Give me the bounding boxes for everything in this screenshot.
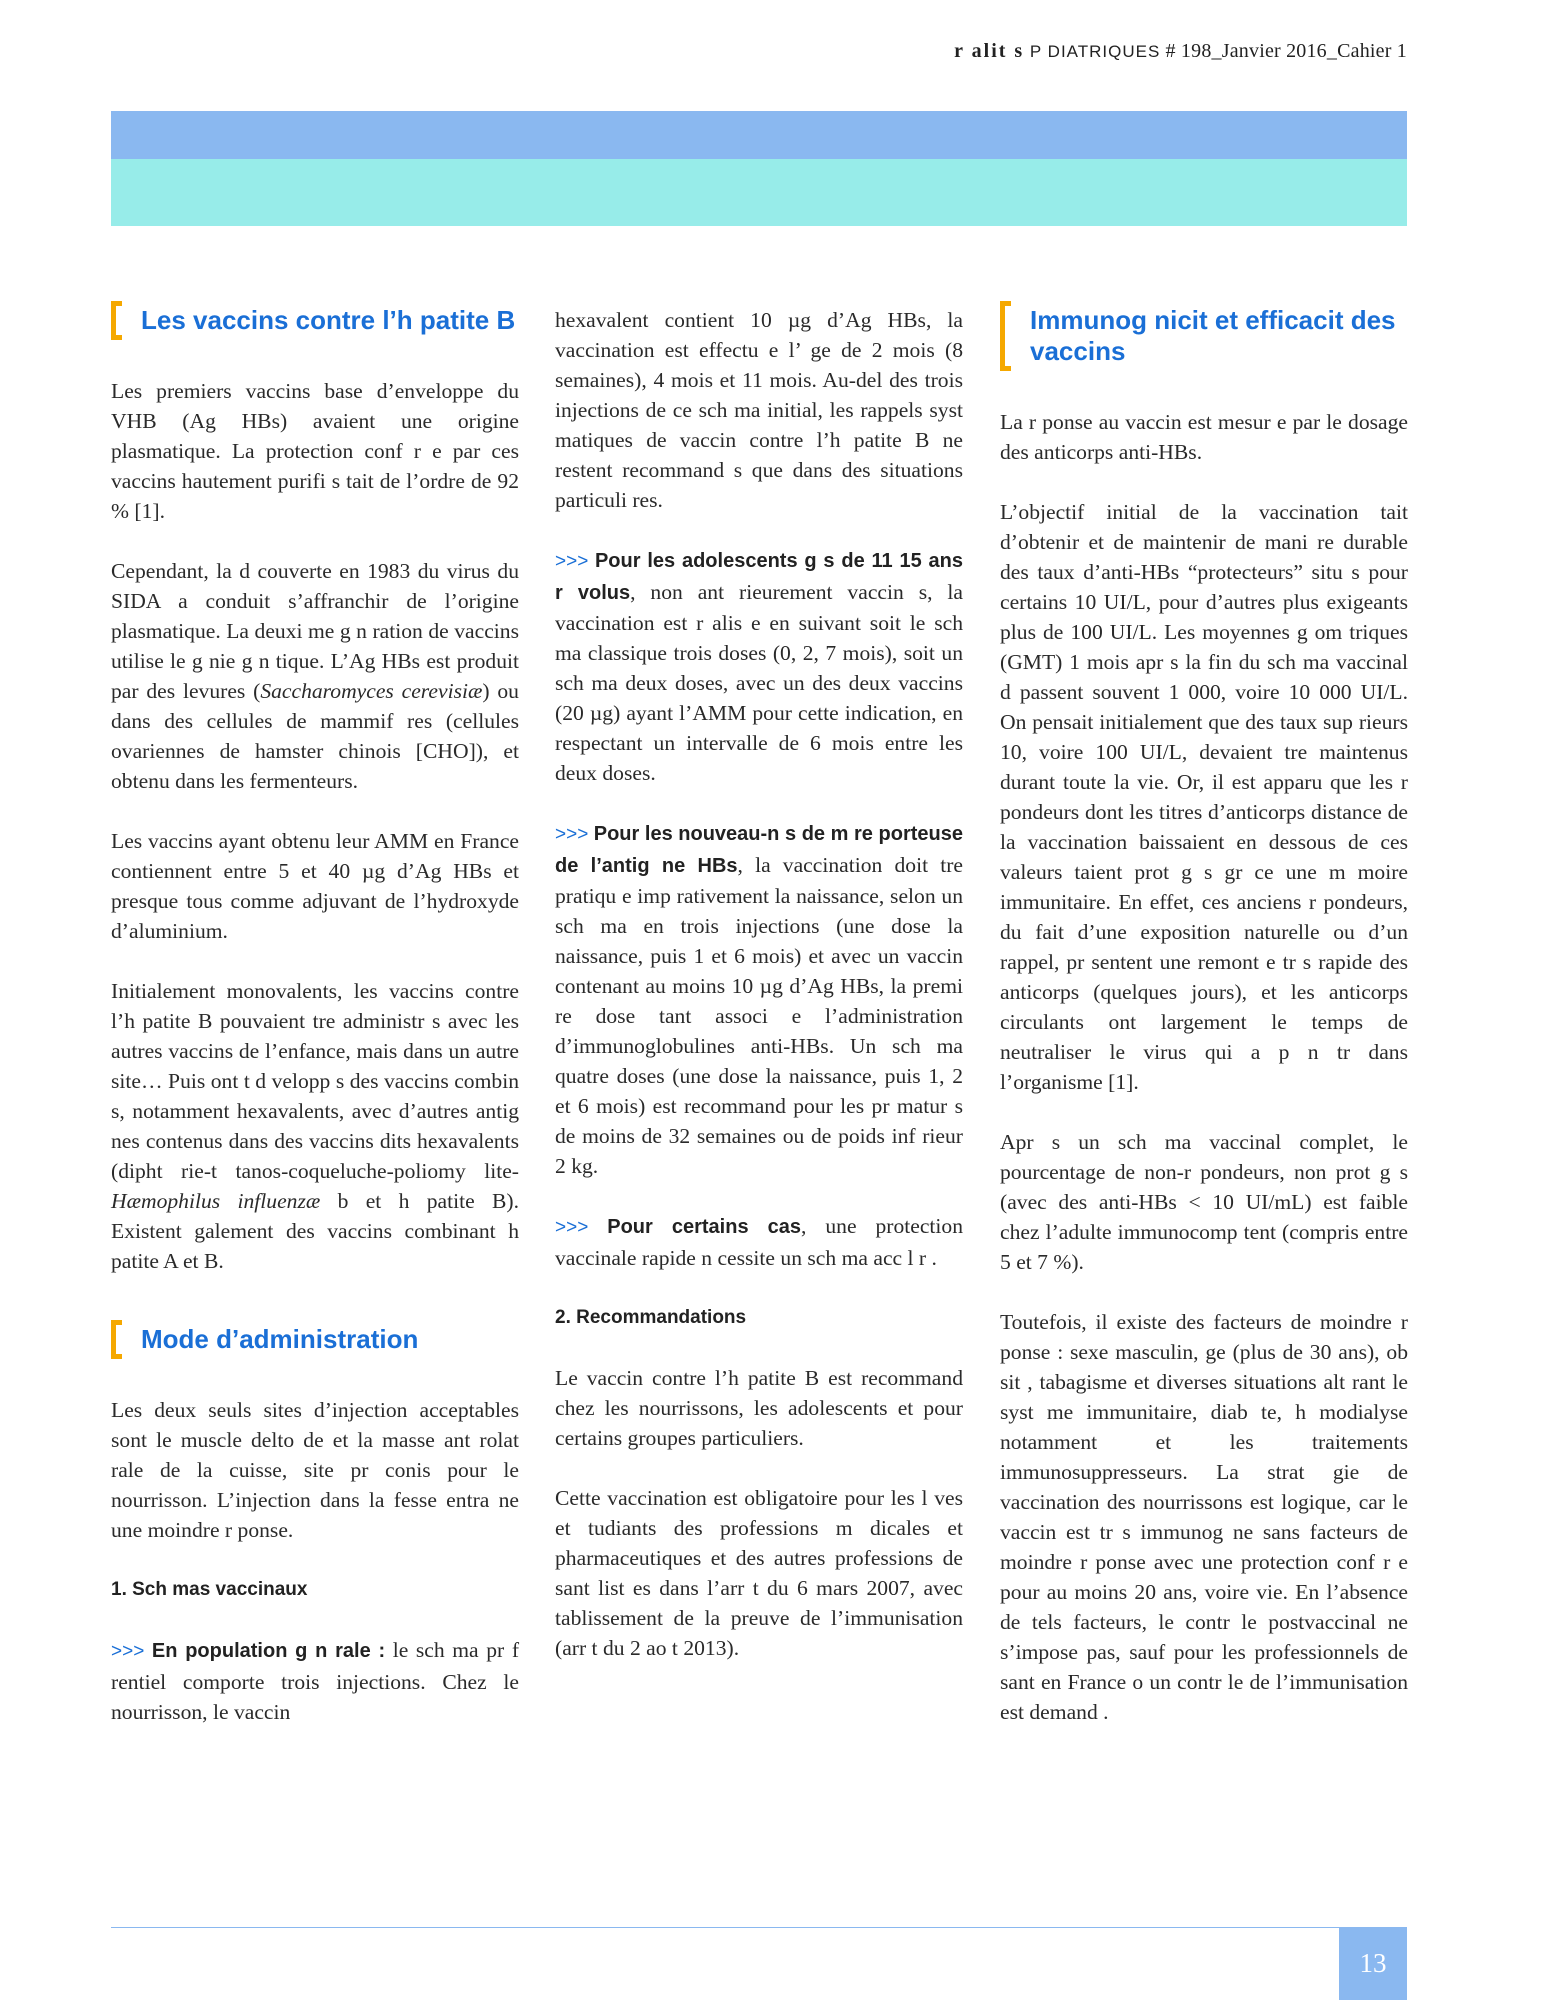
- arrow-marker-icon: >>>: [555, 1217, 589, 1238]
- lead-in: En population g n rale :: [151, 1640, 386, 1662]
- paragraph-text: , non ant rieurement vaccin s, la vaccination est r alis e en suivant soit le sch ma classique trois doses (0, 2, 7 mois), soit un sch ma deux doses, avec un des deux vaccins (20 µg) ayant l’AMM pour cette indication, en respectant un intervalle de 6 mois entre les deux doses.: [555, 580, 963, 785]
- arrow-marker-icon: >>>: [111, 1641, 145, 1662]
- paragraph-text: Initialement monovalents, les vaccins contre l’h patite B pouvaient tre administr s avec les autres vaccins de l’enfance, mais dans un autre site… Puis ont t d velopp s des vaccins combin s, notamment hexavalents, avec d’autres antig nes contenus dans des vaccins dits hexavalents (dipht rie-t tanos-coqueluche-poliomy lite-: [111, 979, 519, 1183]
- paragraph: Les deux seuls sites d’injection acceptables sont le muscle delto de et la masse ant rolat rale de la cuisse, site pr conis pour le nourrisson. L’injection dans la fesse entra ne une moindre r ponse.: [111, 1398, 519, 1542]
- paragraph: Les premiers vaccins base d’enveloppe du VHB (Ag HBs) avaient une origine plasmatique. La protection conf r e par ces vaccins hautement purifi s tait de l’ordre de 92 % [1].: [111, 379, 519, 523]
- subheading-schemas: 1. Sch mas vaccinaux: [111, 1579, 308, 1600]
- section-heading: [111, 305, 519, 336]
- paragraph: La r ponse au vaccin est mesur e par le dosage des anticorps anti-HBs.: [1000, 410, 1408, 464]
- lead-in: Pour les adolescents g s de 11 15 ans r volus: [555, 550, 964, 604]
- bracket-icon: [111, 301, 122, 340]
- section-heading: [111, 1324, 519, 1355]
- bracket-icon: [111, 1320, 122, 1359]
- arrow-marker-icon: >>>: [555, 824, 589, 845]
- section-heading: [1000, 305, 1408, 367]
- page-number-box: [1339, 1927, 1407, 2000]
- paragraph: [555, 545, 963, 788]
- heading-immunogenicite: Immunog nicit et efficacit des vaccins: [1030, 305, 1396, 366]
- page-number: 13: [1359, 1948, 1387, 1978]
- bracket-icon: [1000, 301, 1011, 371]
- column-2: [555, 305, 963, 1693]
- subheading-recommandations: 2. Recommandations: [555, 1307, 747, 1328]
- paragraph: L’objectif initial de la vaccination tait d’obtenir et de maintenir de mani re durable des taux d’anti-HBs “protecteurs” situ s pour certains 10 UI/L, pour d’autres plus exigeants plus de 100 UI/L. Les moyennes g om triques (GMT) 1 mois apr s la fin du sch ma vaccinal d passent souvent 1 000, voire 10 000 UI/L. On pensait initialement que des taux sup rieurs 10, voire 100 UI/L, devaient tre maintenus durant toute la vie. Or, il est apparu que les r pondeurs dont les titres d’anticorps distance de la vaccination baissaient en dessous de ces valeurs taient prot g s gr ce une m moire immunitaire. En effet, ces anciens r pondeurs, du fait d’une exposition naturelle ou d’un rappel, pr sentent une remont e tr s rapide des anticorps (quelques jours), et les anticorps circulants ont largement le temps de neutraliser le virus qui a p n tr dans l’organisme [1].: [1000, 500, 1408, 1094]
- species-name: Saccharomyces cerevisiæ: [260, 679, 483, 703]
- heading-mode-administration: Mode d’administration: [141, 1324, 419, 1354]
- paragraph-text: b et h patite B). Existent galement des vaccins combinant h patite A et B.: [111, 1189, 519, 1273]
- footer-rule: [111, 1927, 1339, 1928]
- column-1: [111, 305, 519, 1757]
- lead-in: Pour les nouveau-n s de m re porteuse de l’antig ne HBs: [555, 823, 963, 877]
- heading-vaccins-hepatite-b: Les vaccins contre l’h patite B: [141, 305, 516, 335]
- paragraph-text: ) ou dans des cellules de mammif res (cellules ovariennes de hamster chinois [CHO]), et obtenu dans les fermenteurs.: [111, 679, 519, 793]
- header-band-cyan: [111, 159, 1407, 226]
- paragraph: Le vaccin contre l’h patite B est recommand chez les nourrissons, les adolescents et pour certains groupes particuliers.: [555, 1366, 963, 1450]
- column-3: [1000, 305, 1408, 1757]
- species-name: Hæmophilus influenzæ: [111, 1189, 321, 1213]
- paragraph-text: , une protection vaccinale rapide n cessite un sch ma acc l r .: [555, 1214, 964, 1270]
- paragraph: hexavalent contient 10 µg d’Ag HBs, la vaccination est effectu e l’ ge de 2 mois (8 semaines), 4 mois et 11 mois. Au-del des trois injections de ce sch ma initial, les rappels syst matiques de vaccin contre l’h patite B ne restent recommand s que dans des situations particuli res.: [555, 308, 963, 512]
- paragraph: Apr s un sch ma vaccinal complet, le pourcentage de non-r pondeurs, non prot g s (avec des anti-HBs < 10 UI/mL) est faible chez l’adulte immunocomp tent (compris entre 5 et 7 %).: [1000, 1130, 1408, 1274]
- journal-name-rest: P DIATRIQUES: [1024, 42, 1161, 61]
- arrow-marker-icon: >>>: [555, 551, 589, 572]
- journal-name: r alit s: [954, 40, 1025, 62]
- paragraph: [555, 818, 963, 1181]
- issue-info: # 198_Janvier 2016_Cahier 1: [1160, 40, 1407, 62]
- paragraph: Cette vaccination est obligatoire pour les l ves et tudiants des professions m dicales et pharmaceutiques et des autres professions de sant list es dans l’arr t du 6 mars 2007, avec tablissement de la preuve de l’immunisation (arr t du 2 ao t 2013).: [555, 1486, 963, 1660]
- running-header: [954, 40, 1407, 63]
- paragraph-text: le sch ma pr f rentiel comporte trois injections. Chez le nourrisson, le vaccin: [111, 1638, 520, 1724]
- header-band-blue: [111, 111, 1407, 159]
- paragraph: [111, 556, 519, 796]
- paragraph-text: Cependant, la d couverte en 1983 du virus du SIDA a conduit s’affranchir de l’origine plasmatique. La deuxi me g n ration de vaccins utilise le g nie g n tique. L’Ag HBs est produit par des levures (: [111, 559, 519, 703]
- paragraph: [111, 976, 519, 1276]
- paragraph-text: , la vaccination doit tre pratiqu e imp rativement la naissance, selon un sch ma en trois injections (une dose la naissance, puis 1 et 6 mois) et avec un vaccin contenant au moins 10 µg d’Ag HBs, la premi re dose tant associ e l’administration d’immunoglobulines anti-HBs. Un sch ma quatre doses (une dose la naissance, puis 1, 2 et 6 mois) est recommand pour les pr matur s de moins de 32 semaines ou de poids inf rieur 2 kg.: [555, 853, 963, 1178]
- paragraph: Les vaccins ayant obtenu leur AMM en France contiennent entre 5 et 40 µg d’Ag HBs et presque tous comme adjuvant de l’hydroxyde d’aluminium.: [111, 829, 519, 943]
- paragraph: Toutefois, il existe des facteurs de moindre r ponse : sexe masculin, ge (plus de 30 ans), ob sit , tabagisme et diverses situations alt rant le syst me immunitaire, diab te, h modialyse notamment et les traitements immunosuppresseurs. La strat gie de vaccination des nourrissons est logique, car le vaccin est tr s immunog ne sans facteurs de moindre r ponse avec une protection conf r e pour au moins 20 ans, voire vie. En l’absence de tels facteurs, le contr le postvaccinal ne s’impose pas, sauf pour les professionnels de sant en France o un contr le de l’immunisation est demand .: [1000, 1310, 1408, 1724]
- paragraph: [111, 1635, 519, 1727]
- lead-in: Pour certains cas: [607, 1216, 802, 1238]
- paragraph: [555, 1211, 963, 1273]
